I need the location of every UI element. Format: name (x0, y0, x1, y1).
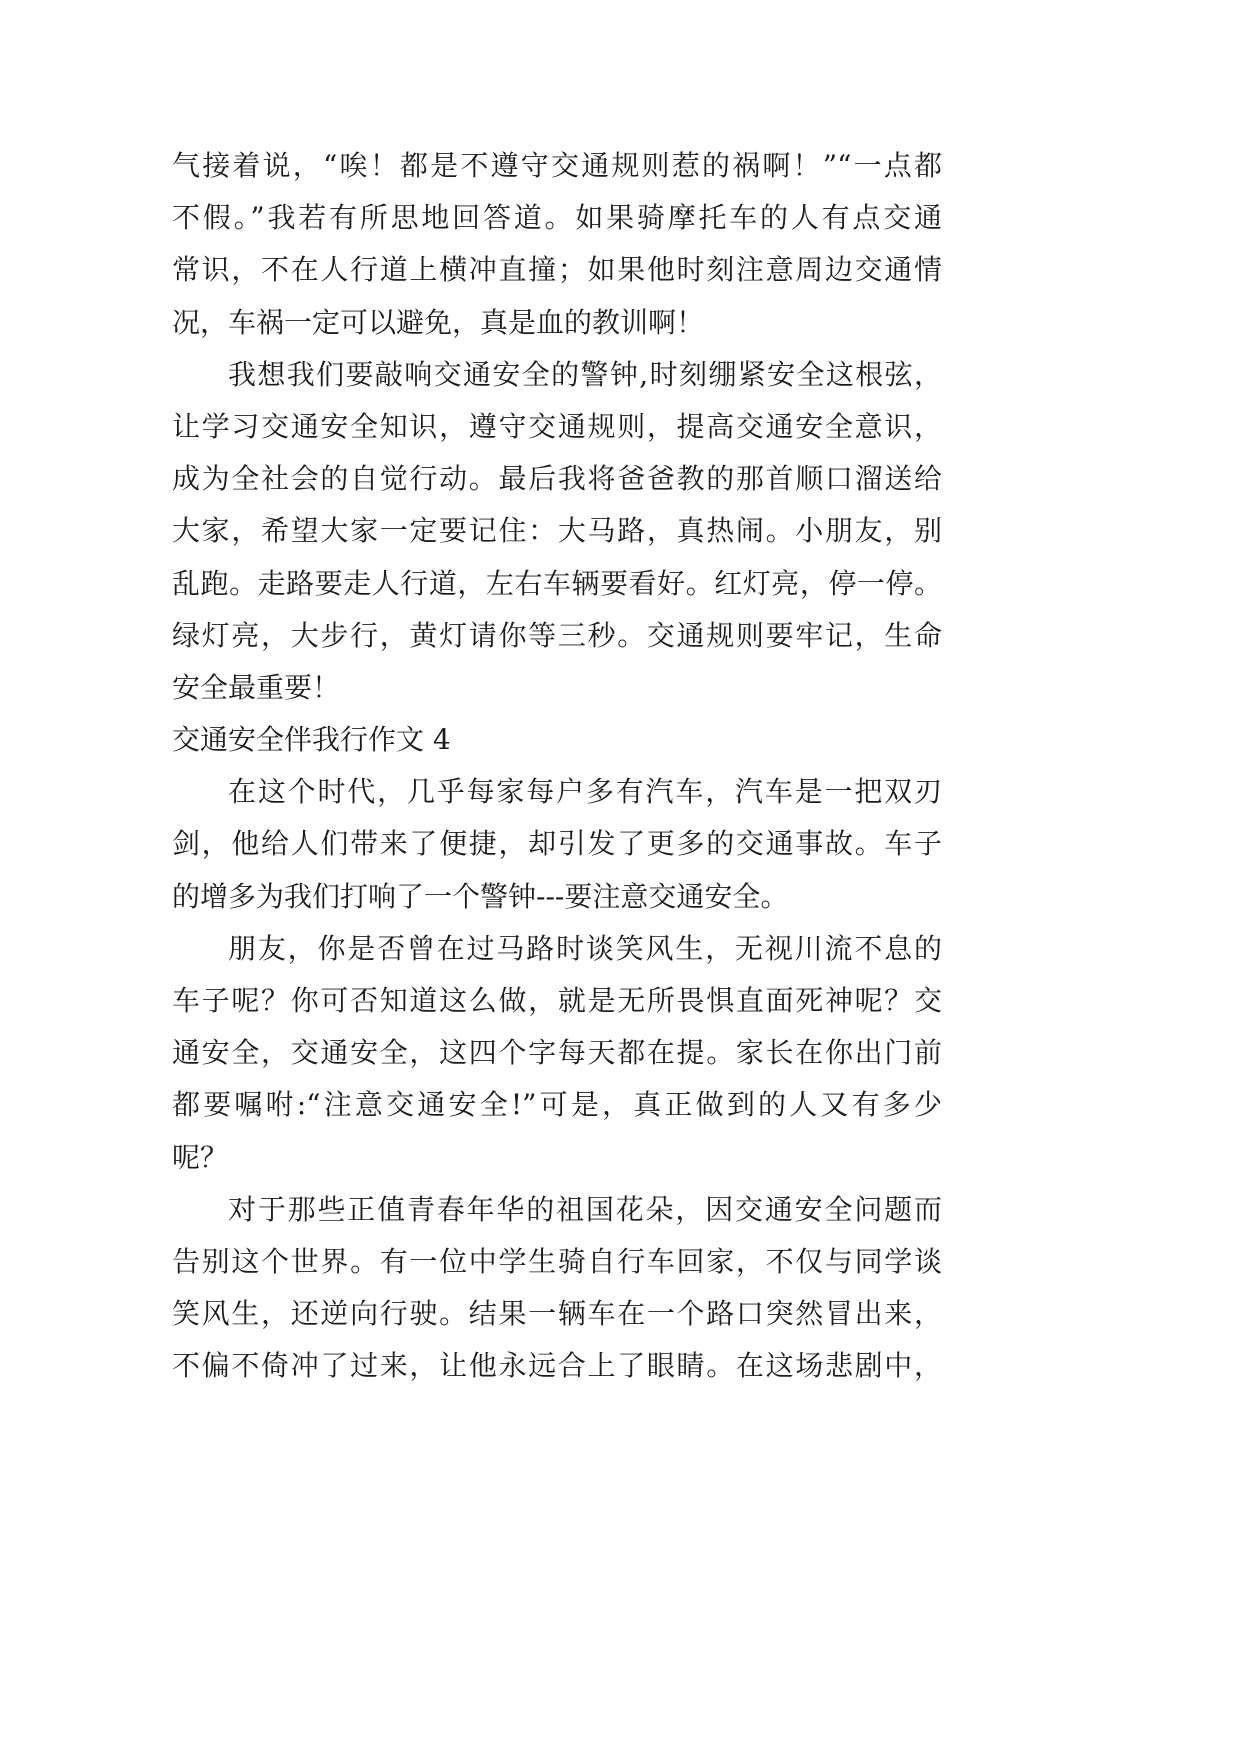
text-line: 气接着说，“唉！都是不遵守交通规则惹的祸啊！”“一点都 (172, 149, 942, 182)
text-line: 剑，他给人们带来了便捷，却引发了更多的交通事故。车子 (172, 827, 942, 861)
text-line: 朋友，你是否曾在过马路时谈笑风生，无视川流不息的 (228, 931, 942, 965)
text-line: 常识，不在人行道上横冲直撞；如果他时刻注意周边交通情 (172, 253, 942, 287)
text-line: 况，车祸一定可以避免，真是血的教训啊！ (172, 305, 705, 339)
paragraph (172, 349, 942, 714)
text-line: 笑风生，还逆向行驶。结果一辆车在一个路口突然冒出来， (172, 1297, 942, 1331)
text-line: 告别这个世界。有一位中学生骑自行车回家，不仅与同学谈 (172, 1244, 942, 1278)
text-line: 的增多为我们打响了一个警钟---要注意交通安全。 (172, 879, 789, 913)
section-title: 交通安全伴我行作文 4 (172, 723, 451, 757)
text-line: 让学习交通安全知识，遵守交通规则，提高交通安全意识， (172, 409, 942, 443)
text-line: 不假。”我若有所思地回答道。如果骑摩托车的人有点交通 (172, 201, 942, 235)
text-line: 不偏不倚冲了过来，让他永远合上了眼睛。在这场悲剧中， (172, 1349, 942, 1383)
paragraph (172, 923, 942, 1184)
text-line: 大家，希望大家一定要记住：大马路，真热闹。小朋友，别 (172, 514, 942, 548)
text-line: 安全最重要！ (172, 670, 341, 704)
text-line: 对于那些正值青春年华的祖国花朵，因交通安全问题而 (228, 1192, 942, 1226)
text-line: 呢？ (172, 1140, 229, 1174)
paragraph-continued (172, 140, 942, 349)
text-line: 在这个时代，几乎每家每户多有汽车，汽车是一把双刃 (228, 775, 942, 809)
text-line: 乱跑。走路要走人行道，左右车辆要看好。红灯亮，停一停。 (172, 566, 942, 600)
text-line: 绿灯亮，大步行，黄灯请你等三秒。交通规则要牢记，生命 (172, 618, 942, 652)
text-line: 都要嘱咐:“注意交通安全!”可是，真正做到的人又有多少 (172, 1088, 942, 1122)
text-line: 通安全，交通安全，这四个字每天都在提。家长在你出门前 (172, 1036, 942, 1070)
text-line: 车子呢？你可否知道这么做，就是无所畏惧直面死神呢？交 (172, 984, 942, 1017)
text-line: 成为全社会的自觉行动。最后我将爸爸教的那首顺口溜送给 (172, 462, 942, 496)
paragraph (172, 766, 942, 923)
text-line: 我想我们要敲响交通安全的警钟,时刻绷紧安全这根弦， (228, 357, 942, 391)
paragraph (172, 1184, 942, 1393)
document-body (172, 140, 942, 1393)
